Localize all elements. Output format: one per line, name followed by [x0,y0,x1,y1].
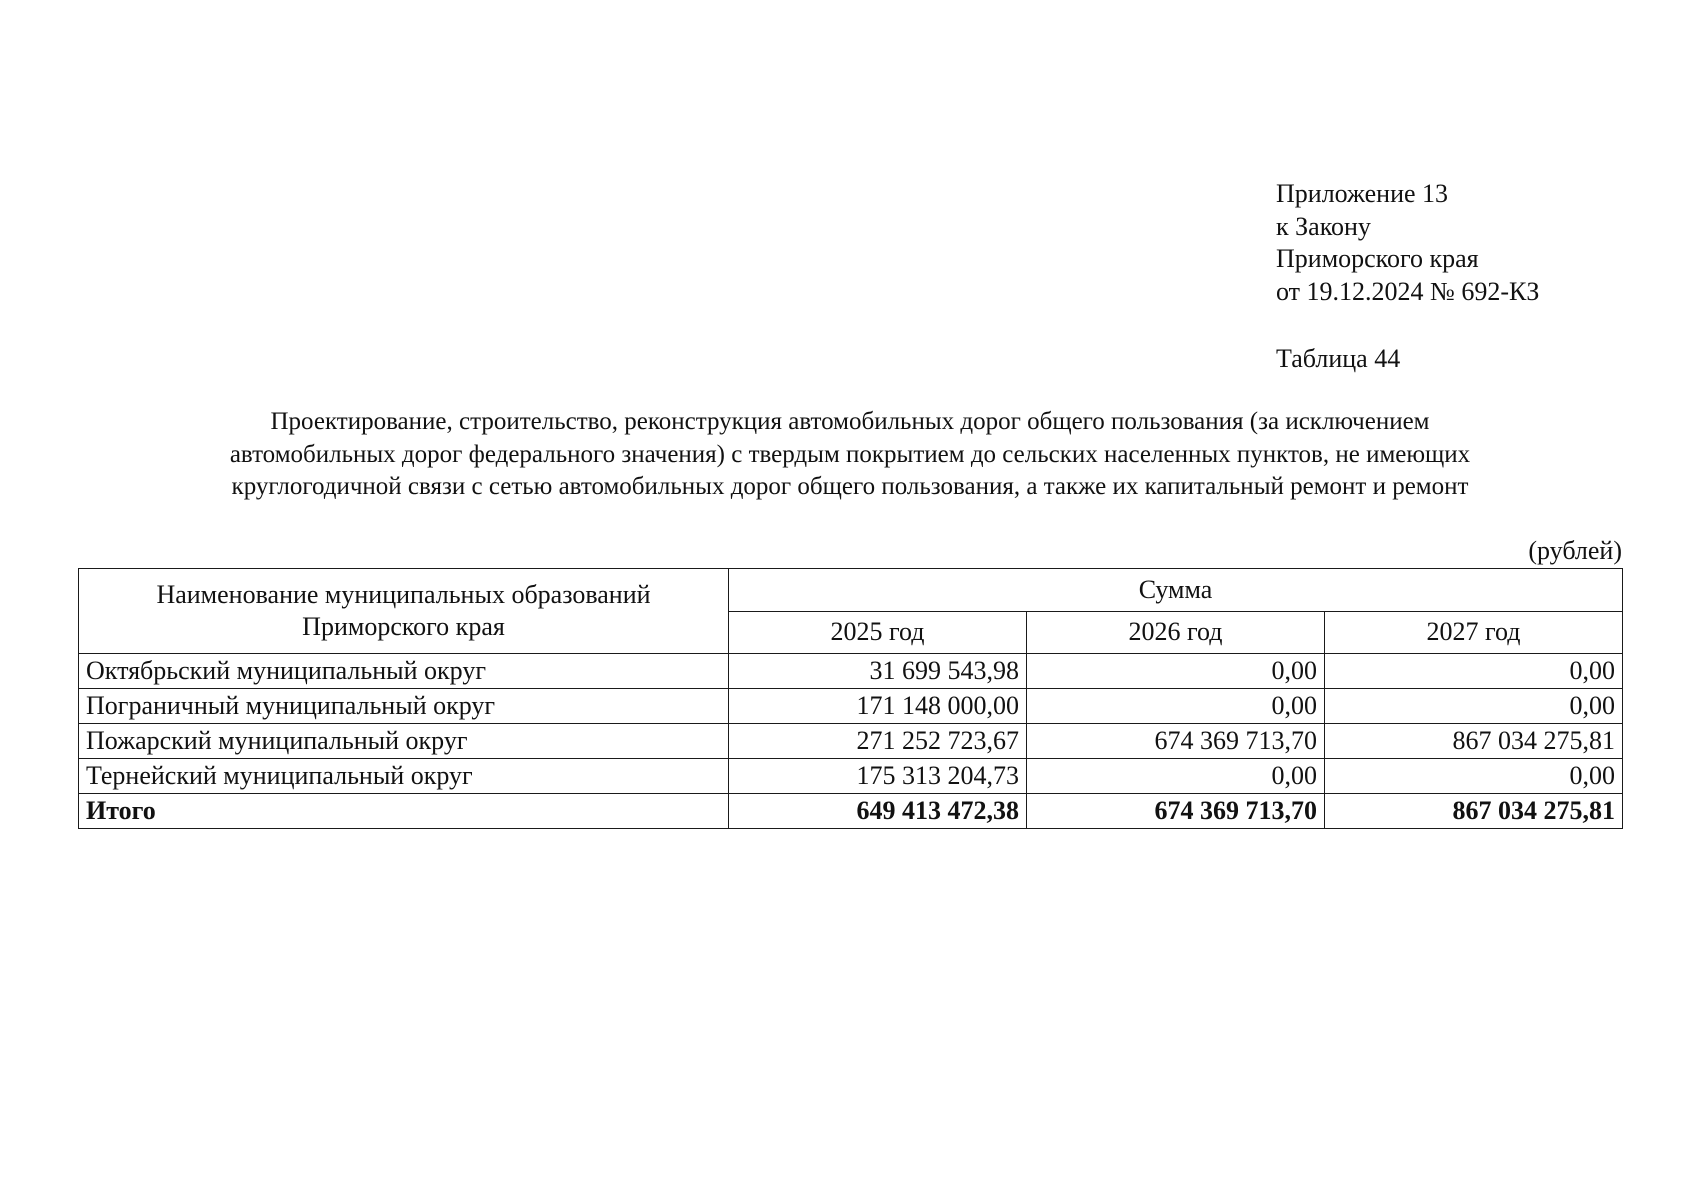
amount-2027: 0,00 [1325,759,1623,794]
table-row [79,654,1623,689]
appendix-line: к Закону [1276,211,1371,241]
header-sum-group: Сумма [729,569,1623,612]
amount-2026: 0,00 [1027,654,1325,689]
title-line: круглогодичной связи с сетью автомобильных дорог общего пользования, а также их капитальный ремонт и ремонт [231,473,1469,500]
header-year-2025: 2025 год [729,611,1027,654]
table-total-row [79,794,1623,829]
amount-2027: 867 034 275,81 [1325,724,1623,759]
title-line: автомобильных дорог федерального значения) с твердым покрытием до сельских населенных пунктов, не имеющих [229,440,1471,468]
header-year-2027: 2027 год [1325,611,1623,654]
amount-2025: 31 699 543,98 [729,654,1027,689]
appendix-line: от 19.12.2024 № 692-КЗ [1276,276,1540,306]
amount-2027: 0,00 [1325,689,1623,724]
amount-2025: 171 148 000,00 [729,689,1027,724]
amount-2026: 0,00 [1027,759,1325,794]
header-name-column [79,569,729,654]
table-number: Таблица 44 [1276,344,1401,373]
amount-2027: 0,00 [1325,654,1623,689]
title-line: Проектирование, строительство, реконструкция автомобильных дорог общего пользования (за исключением [270,408,1430,435]
header-year-2026: 2026 год [1027,611,1325,654]
municipality-name: Пограничный муниципальный округ [79,689,729,724]
header-name-line: Приморского края [302,612,505,641]
amount-2026: 0,00 [1027,689,1325,724]
document-title [120,406,1580,504]
municipality-name: Тернейский муниципальный округ [79,759,729,794]
amount-2025: 175 313 204,73 [729,759,1027,794]
total-label: Итого [79,794,729,829]
table-row [79,759,1623,794]
header-name-line: Наименование муниципальных образований [156,580,651,609]
funding-table [78,568,1623,829]
total-2027: 867 034 275,81 [1325,794,1623,829]
amount-2026: 674 369 713,70 [1027,724,1325,759]
appendix-line: Приложение 13 [1276,179,1449,208]
municipality-name: Пожарский муниципальный округ [79,724,729,759]
municipality-name: Октябрьский муниципальный округ [79,654,729,689]
total-2025: 649 413 472,38 [729,794,1027,829]
total-2026: 674 369 713,70 [1027,794,1325,829]
table-row [79,724,1623,759]
units-label: (рублей) [1528,536,1622,565]
table-header-row [79,569,1623,612]
appendix-reference [1276,178,1539,308]
table-row [79,689,1623,724]
appendix-line: Приморского края [1276,244,1479,273]
amount-2025: 271 252 723,67 [729,724,1027,759]
